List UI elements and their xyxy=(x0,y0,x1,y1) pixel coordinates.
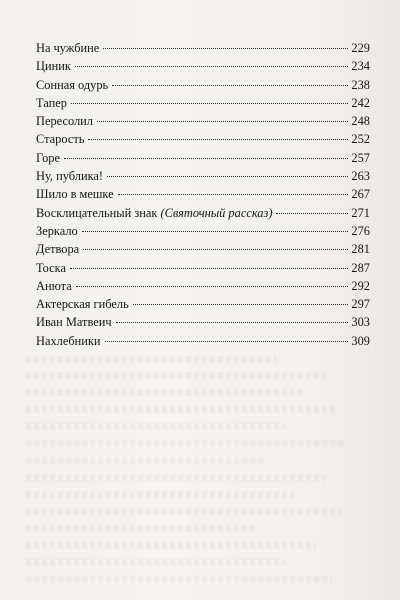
toc-entry xyxy=(36,130,370,148)
entry-page-number: 276 xyxy=(351,223,370,238)
dot-leader xyxy=(112,85,348,86)
dot-leader xyxy=(276,213,348,214)
bleed-through-line xyxy=(26,356,276,363)
bleed-through-line xyxy=(26,423,286,430)
entry-page-number: 292 xyxy=(351,278,370,293)
entry-title: Ну, публика! xyxy=(36,169,104,184)
bleed-through-line xyxy=(26,491,296,498)
dot-leader xyxy=(116,322,349,323)
dot-leader xyxy=(118,194,349,195)
toc-entry xyxy=(36,295,370,313)
entry-page-number: 248 xyxy=(351,114,370,129)
entry-title: Тапер xyxy=(36,95,67,110)
bleed-through-line xyxy=(26,559,286,566)
dot-leader xyxy=(70,268,348,269)
entry-page-number: 309 xyxy=(351,333,370,348)
toc-entry xyxy=(36,149,370,167)
entry-title: Анюта xyxy=(36,278,72,293)
dot-leader xyxy=(133,304,349,305)
bleed-through-line xyxy=(26,440,346,447)
bleed-through-line xyxy=(26,542,316,549)
toc-entry xyxy=(36,222,370,240)
entry-title: Горе xyxy=(36,150,60,165)
entry-title: Циник xyxy=(36,59,71,74)
toc-entry xyxy=(36,332,370,350)
bleed-through-line xyxy=(26,389,306,396)
entry-page-number: 281 xyxy=(351,242,370,257)
toc-entry xyxy=(36,185,370,203)
dot-leader xyxy=(107,176,348,177)
entry-title: Шило в мешке xyxy=(36,187,114,202)
entry-subtitle: (Святочный рассказ) xyxy=(160,205,273,220)
table-of-contents xyxy=(36,39,370,350)
toc-entry xyxy=(36,313,370,331)
dot-leader xyxy=(88,139,348,140)
entry-title: Иван Матвеич xyxy=(36,315,112,330)
toc-entry xyxy=(36,57,370,75)
entry-page-number: 234 xyxy=(351,59,370,74)
entry-page-number: 303 xyxy=(351,315,370,330)
dot-leader xyxy=(75,66,349,67)
entry-title: Нахлебники xyxy=(36,333,101,348)
bleed-through-line xyxy=(26,372,326,379)
entry-page-number: 238 xyxy=(351,77,370,92)
bleed-through-line xyxy=(26,525,256,532)
entry-page-number: 252 xyxy=(351,132,370,147)
bleed-through-line xyxy=(26,508,341,515)
dot-leader xyxy=(105,341,349,342)
entry-page-number: 257 xyxy=(351,150,370,165)
bleed-through-line xyxy=(26,457,266,464)
entry-page-number: 263 xyxy=(351,169,370,184)
entry-title: Зеркало xyxy=(36,223,78,238)
toc-entry xyxy=(36,39,370,57)
entry-title: Детвора xyxy=(36,242,80,257)
toc-entry xyxy=(36,204,370,222)
entry-page-number: 271 xyxy=(351,205,370,220)
entry-title: Тоска xyxy=(36,260,66,275)
toc-entry xyxy=(36,94,370,112)
dot-leader xyxy=(76,286,349,287)
entry-page-number: 267 xyxy=(351,187,370,202)
toc-entry xyxy=(36,76,370,94)
entry-title-main: Восклицательный знак xyxy=(36,205,158,220)
entry-title: Актерская гибель xyxy=(36,297,129,312)
entry-page-number: 242 xyxy=(351,95,370,110)
dot-leader xyxy=(82,231,349,232)
dot-leader xyxy=(97,121,348,122)
dot-leader xyxy=(83,249,348,250)
bleed-through-line xyxy=(26,474,326,481)
entry-title: Старость xyxy=(36,132,85,147)
toc-entry xyxy=(36,167,370,185)
entry-title: На чужбине xyxy=(36,41,100,55)
bleed-through-line xyxy=(26,406,336,413)
entry-page-number: 287 xyxy=(351,260,370,275)
entry-title: Сонная одурь xyxy=(36,77,109,92)
toc-entry xyxy=(36,259,370,277)
entry-title: Пересолил xyxy=(36,114,93,129)
entry-page-number: 229 xyxy=(351,41,370,55)
dot-leader xyxy=(71,103,348,104)
entry-title xyxy=(36,204,272,222)
dot-leader xyxy=(103,48,348,49)
toc-entry xyxy=(36,112,370,130)
toc-entry xyxy=(36,240,370,258)
toc-entry xyxy=(36,277,370,295)
dot-leader xyxy=(64,158,348,159)
bleed-through-line xyxy=(26,576,331,583)
entry-page-number: 297 xyxy=(351,297,370,312)
